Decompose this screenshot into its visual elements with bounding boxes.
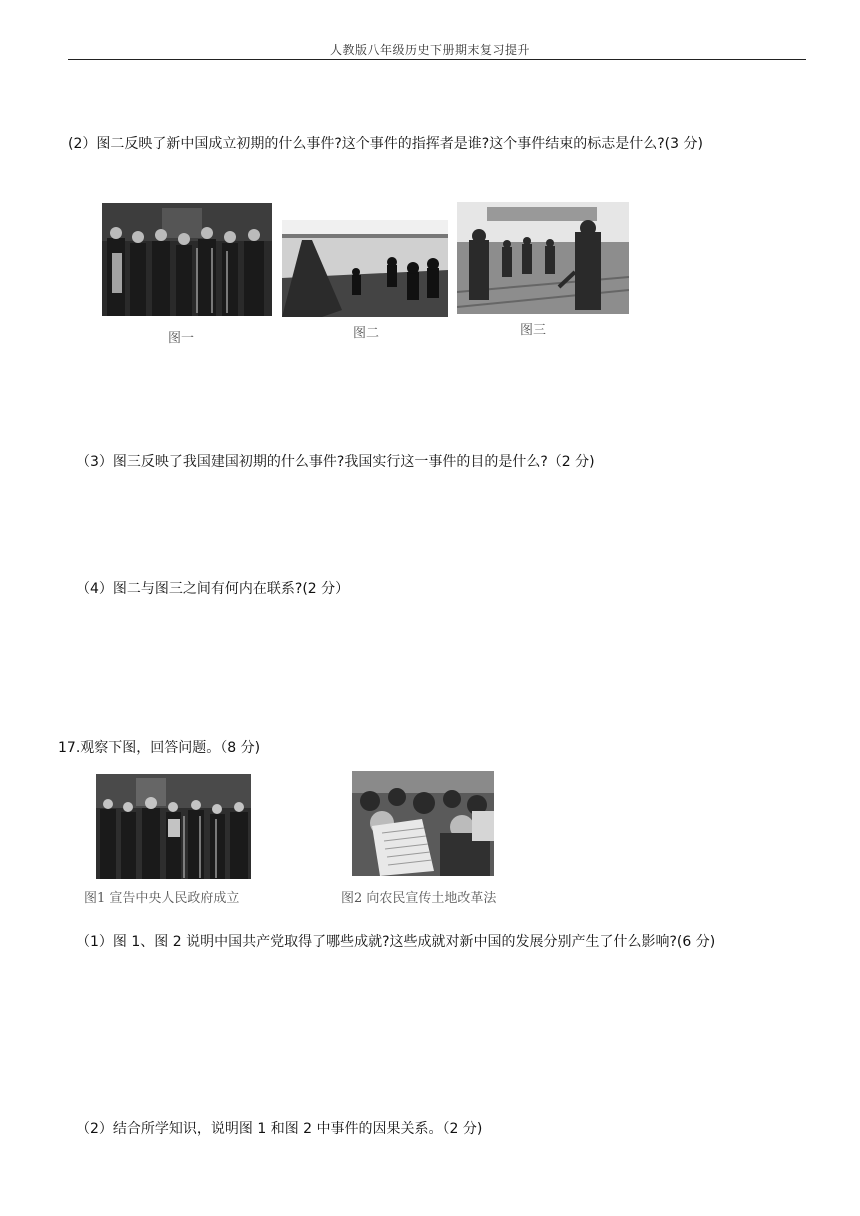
- q16-figure-1-caption: 图一: [168, 331, 195, 346]
- q16-figure-3-photo: [457, 202, 629, 314]
- q16-figure-1-photo: [102, 203, 272, 316]
- q16-figure-2-caption: 图二: [353, 326, 380, 341]
- q17-figure-2-photo: [352, 771, 494, 876]
- q16-part4-text: （4）图二与图三之间有何内在联系?(2 分）: [76, 581, 350, 597]
- page-header-title: 人教版八年级历史下册期末复习提升: [329, 43, 530, 57]
- q17-title: 17.观察下图，回答问题。（8 分): [58, 740, 261, 756]
- q17-part1-text: （1）图 1、图 2 说明中国共产党取得了哪些成就?这些成就对新中国的发展分别产生了什么影响?(6 分): [76, 934, 716, 950]
- q16-part3-text: （3）图三反映了我国建国初期的什么事件?我国实行这一事件的目的是什么?（2 分): [76, 454, 595, 470]
- q16-part2-text: (2）图二反映了新中国成立初期的什么事件?这个事件的指挥者是谁?这个事件结束的标志是什么?(3 分): [68, 136, 703, 152]
- q16-figure-3-caption: 图三: [520, 323, 547, 338]
- q17-figure-1-photo: [96, 774, 251, 879]
- q17-figure-1-caption: 图1 宣告中央人民政府成立: [84, 891, 240, 906]
- q16-figure-2-photo: [282, 220, 448, 317]
- header-divider: [68, 59, 806, 60]
- q17-part2-text: （2）结合所学知识，说明图 1 和图 2 中事件的因果关系。（2 分): [76, 1121, 483, 1137]
- q17-figure-2-caption: 图2 向农民宣传土地改革法: [341, 891, 497, 906]
